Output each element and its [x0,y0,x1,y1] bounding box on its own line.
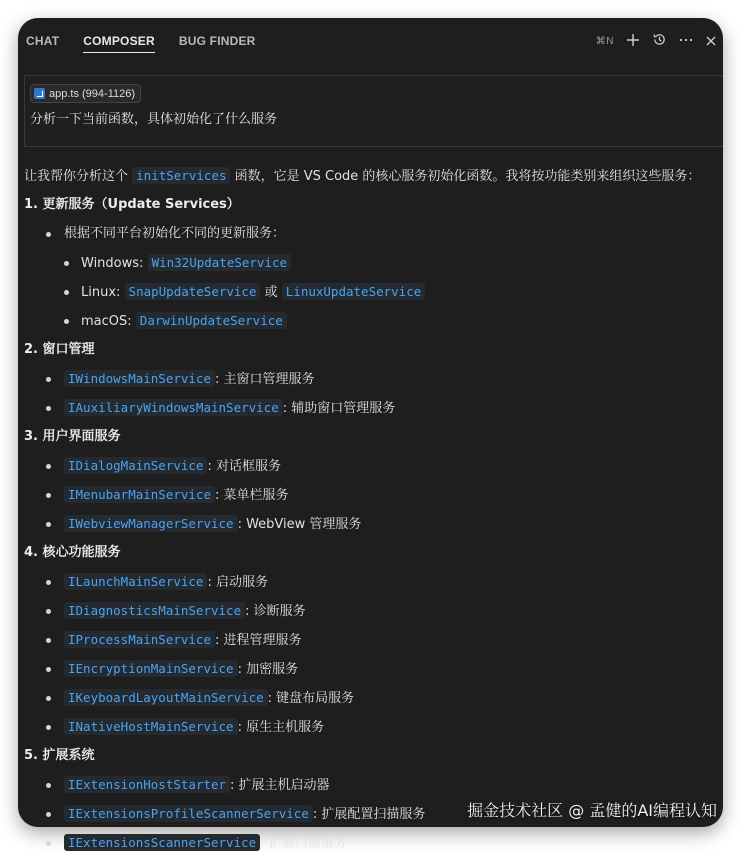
bullet [46,638,51,643]
list-text: : 辅助窗口管理服务 [282,401,396,416]
list-text: : 扩展主机启动器 [230,778,330,793]
section-heading: 5. 扩展系统 [24,748,95,763]
intro-text-before: 让我帮你分析这个 [24,169,129,184]
panel-toolbar [596,32,717,51]
response-body [24,166,713,862]
section-heading: 2. 窗口管理 [24,342,95,357]
panel-tab-bar [18,18,723,64]
bullet [46,522,51,527]
inline-code: ILaunchMainService [64,573,207,590]
section-heading: 1. 更新服务（Update Services） [24,197,240,212]
list-item [24,253,713,282]
list-item [24,311,713,340]
bullet [46,464,51,469]
inline-code: IEncryptionMainService [64,660,238,677]
platform-label: macOS: [81,314,132,329]
inline-code: IDiagnosticsMainService [64,602,245,619]
list-text: : 对话框服务 [207,459,281,474]
list-item [24,601,713,630]
list-item [24,717,713,746]
inline-code: IExtensionHostStarter [64,776,230,793]
prompt-text: 分析一下当前函数，具体初始化了什么服务 [30,112,278,127]
bullet [64,319,69,324]
history-icon[interactable] [652,32,667,51]
intro-paragraph [24,166,713,195]
composer-input[interactable] [24,75,723,147]
inline-code: LinuxUpdateService [282,283,425,300]
list-item [24,282,713,311]
platform-label: Linux: [81,285,121,300]
list-text: : 扩展配置扫描服务 [312,807,426,822]
file-context-label: app.ts (994-1126) [49,87,136,100]
new-shortcut-hint: ⌘N [595,36,614,47]
section-heading: 3. 用户界面服务 [24,429,121,444]
bullet [46,609,51,614]
bullet [46,580,51,585]
list-text: : 加密服务 [237,662,299,677]
bullet [46,841,51,846]
inline-code: IKeyboardLayoutMainService [64,689,268,706]
list-item [24,572,713,601]
intro-text-after: 函数，它是 VS Code 的核心服务初始化函数。我将按功能类别来组织这些服务： [234,169,701,184]
inline-code: IAuxiliaryWindowsMainService [64,399,283,416]
list-text: : 键盘布局服务 [267,691,355,706]
bullet [46,377,51,382]
list-text: : 菜单栏服务 [215,488,289,503]
bullet [46,232,51,237]
list-text: : 扩展扫描服务 [260,836,347,851]
list-text: 根据不同平台初始化不同的更新服务： [64,226,286,241]
plus-icon[interactable] [626,33,640,51]
file-context-chip[interactable] [30,84,141,103]
list-item [24,688,713,717]
close-icon[interactable] [705,33,717,51]
inline-code: INativeHostMainService [64,718,238,735]
inline-code: IWebviewManagerService [64,515,238,532]
inline-code: IProcessMainService [64,631,215,648]
list-item [24,833,713,862]
tab-composer[interactable]: COMPOSER [83,28,155,54]
list-text: : 诊断服务 [245,604,306,619]
bullet [64,261,69,266]
tab-bug-finder[interactable]: BUG FINDER [178,34,256,48]
bullet [46,812,51,817]
list-text: : 进程管理服务 [215,633,302,648]
inline-code: initServices [132,167,230,184]
section-heading: 4. 核心功能服务 [24,545,121,560]
bullet [46,725,51,730]
list-text: : 启动服务 [207,575,268,590]
inline-code: SnapUpdateService [125,283,261,300]
watermark: 掘金技术社区 @ 孟健的AI编程认知 [467,801,717,820]
bullet [46,406,51,411]
platform-label: Windows: [81,256,144,271]
bullet [46,667,51,672]
typescript-file-icon [34,88,45,99]
list-text: : 原生主机服务 [237,720,325,735]
list-text: : WebView 管理服务 [237,517,362,532]
bullet [64,290,69,295]
tab-chat[interactable]: CHAT [26,34,60,48]
inline-code: IExtensionsScannerService [64,834,260,851]
list-item [24,659,713,688]
list-text: : 主窗口管理服务 [215,372,315,387]
bullet [46,783,51,788]
bullet [46,493,51,498]
list-item [24,369,713,398]
inline-code: Win32UpdateService [148,254,291,271]
list-item [24,630,713,659]
inline-code: IWindowsMainService [64,370,215,387]
inline-code: DarwinUpdateService [136,312,287,329]
bullet [46,696,51,701]
composer-panel [18,18,723,851]
or-text: 或 [264,285,278,300]
inline-code: IExtensionsProfileScannerService [64,805,313,822]
inline-code: IDialogMainService [64,457,207,474]
more-icon[interactable] [679,33,693,51]
list-item [24,224,713,253]
list-item [24,456,713,485]
list-item [24,485,713,514]
list-item [24,398,713,427]
inline-code: IMenubarMainService [64,486,215,503]
list-item [24,514,713,543]
